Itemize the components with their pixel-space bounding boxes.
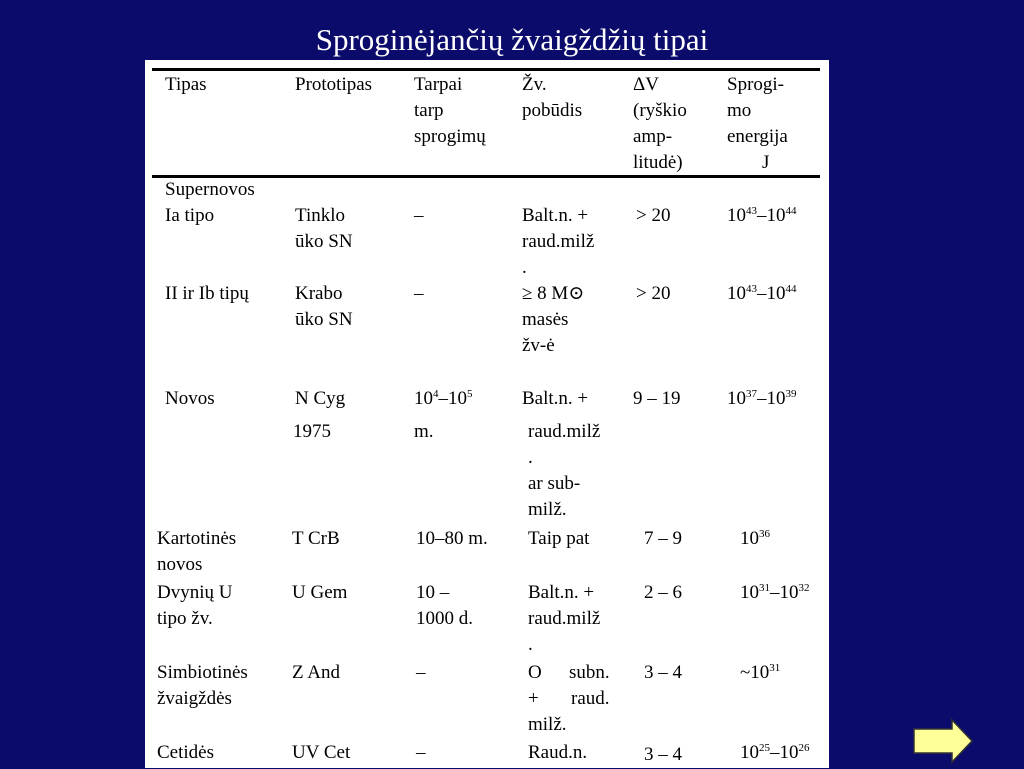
cell-tarpai: 10 – bbox=[416, 582, 450, 603]
cell-prototipas: T CrB bbox=[292, 528, 340, 549]
cell-tipas: II ir Ib tipų bbox=[165, 283, 249, 304]
cell-tarpai: – bbox=[414, 205, 424, 226]
cell-prototipas: N Cyg bbox=[295, 388, 346, 409]
cell-pobudis: milž. bbox=[528, 714, 567, 735]
header-energija-1: Sprogi- bbox=[727, 74, 784, 95]
header-tarpai-3: sprogimų bbox=[414, 126, 486, 147]
header-tarpai-1: Tarpai bbox=[414, 74, 463, 95]
cell-energija: $10^{36}$ bbox=[740, 528, 770, 549]
header-dv-3: amp- bbox=[633, 126, 673, 147]
cell-energija: $10^{43}-10^{44}$ bbox=[727, 205, 797, 226]
cell-pobudis: raud.milž bbox=[528, 608, 601, 629]
cell-prototipas: U Gem bbox=[292, 582, 348, 603]
cell-tipas: Cetidės bbox=[157, 742, 214, 763]
table-top-rule bbox=[152, 68, 820, 71]
cell-dv: 2 – 6 bbox=[644, 582, 682, 603]
cell-tipas: novos bbox=[157, 554, 203, 575]
cell-dv: 3 – 4 bbox=[644, 662, 682, 683]
cell-pobudis: . bbox=[528, 634, 533, 655]
cell-pobudis: žv-ė bbox=[522, 335, 555, 356]
header-pobudis-1: Žv. bbox=[522, 74, 547, 95]
cell-prototipas: Krabo bbox=[295, 283, 343, 304]
cell-pobudis: Balt.n. + bbox=[528, 582, 595, 603]
cell-dv: 7 – 9 bbox=[644, 528, 682, 549]
cell-tarpai: – bbox=[416, 742, 426, 763]
cell-tipas: Dvynių U bbox=[157, 582, 233, 603]
cell-energija: $10^{31}-10^{32}$ bbox=[740, 582, 810, 603]
cell-pobudis: Raud.n. bbox=[528, 742, 588, 763]
cell-energija: $10^{37}-10^{39}$ bbox=[727, 388, 797, 409]
cell-energija: $10^{25}-10^{26}$ bbox=[740, 742, 810, 763]
cell-pobudis: subn. bbox=[569, 662, 610, 683]
cell-pobudis: O bbox=[528, 662, 542, 683]
cell-energija: $10^{43}-10^{44}$ bbox=[727, 283, 797, 304]
cell-tipas: Simbiotinės bbox=[157, 662, 248, 683]
header-tipas: Tipas bbox=[165, 74, 207, 95]
next-slide-button[interactable] bbox=[912, 718, 974, 764]
cell-pobudis: Balt.n. + bbox=[522, 388, 589, 409]
header-tarpai-2: tarp bbox=[414, 100, 444, 121]
cell-tarpai: 10–80 m. bbox=[416, 528, 488, 549]
cell-pobudis: . bbox=[528, 447, 533, 468]
cell-tipas: Ia tipo bbox=[165, 205, 215, 226]
cell-prototipas: Z And bbox=[292, 662, 341, 683]
header-energija-2: mo bbox=[727, 100, 752, 121]
cell-pobudis: ar sub- bbox=[528, 473, 581, 494]
cell-tarpai-unit: m. bbox=[414, 421, 434, 442]
cell-prototipas: 1975 bbox=[293, 421, 331, 442]
cell-tipas: Novos bbox=[165, 388, 215, 409]
slide-title: Sproginėjančių žvaigždžių tipai bbox=[315, 22, 709, 57]
header-energija-4: J bbox=[762, 152, 770, 173]
header-dv-2: (ryškio bbox=[633, 100, 687, 121]
cell-dv: > 20 bbox=[636, 205, 671, 226]
header-pobudis-2: pobūdis bbox=[522, 100, 583, 121]
cell-pobudis: raud.milž bbox=[522, 231, 595, 252]
cell-dv: > 20 bbox=[636, 283, 671, 304]
cell-energija: $\sim 10^{31}$ bbox=[740, 662, 781, 683]
cell-pobudis: milž. bbox=[528, 499, 567, 520]
cell-tarpai: 1000 d. bbox=[416, 608, 473, 629]
header-dv-1: ΔV bbox=[633, 74, 659, 95]
cell-prototipas: ūko SN bbox=[295, 231, 353, 252]
cell-pobudis: Taip pat bbox=[528, 528, 590, 549]
cell-pobudis: . bbox=[522, 257, 527, 278]
cell-dv: 3 – 4 bbox=[644, 744, 682, 765]
cell-tipas: Kartotinės bbox=[157, 528, 237, 549]
types-table bbox=[145, 60, 829, 768]
cell-prototipas: UV Cet bbox=[292, 742, 351, 763]
cell-dv: 9 – 19 bbox=[633, 388, 681, 409]
cell-pobudis: masės bbox=[522, 309, 569, 330]
cell-tipas: tipo žv. bbox=[157, 608, 213, 629]
cell-pobudis: ≥ 8 M⊙ bbox=[522, 283, 585, 304]
group-label-supernovos: Supernovos bbox=[165, 179, 255, 200]
right-arrow-icon bbox=[912, 718, 974, 764]
cell-pobudis: raud. bbox=[571, 688, 610, 709]
cell-pobudis: Balt.n. + bbox=[522, 205, 589, 226]
cell-tipas: žvaigždės bbox=[157, 688, 232, 709]
cell-tarpai: – bbox=[416, 662, 426, 683]
cell-prototipas: ūko SN bbox=[295, 309, 353, 330]
header-energija-3: energija bbox=[727, 126, 788, 147]
cell-pobudis: raud.milž bbox=[528, 421, 601, 442]
cell-prototipas: Tinklo bbox=[295, 205, 345, 226]
header-prototipas: Prototipas bbox=[295, 74, 373, 95]
cell-tarpai: – bbox=[414, 283, 424, 304]
header-dv-4: litudė) bbox=[633, 152, 683, 173]
cell-tarpai: $10^4-10^5$ bbox=[414, 388, 473, 409]
cell-pobudis: + bbox=[528, 688, 539, 709]
